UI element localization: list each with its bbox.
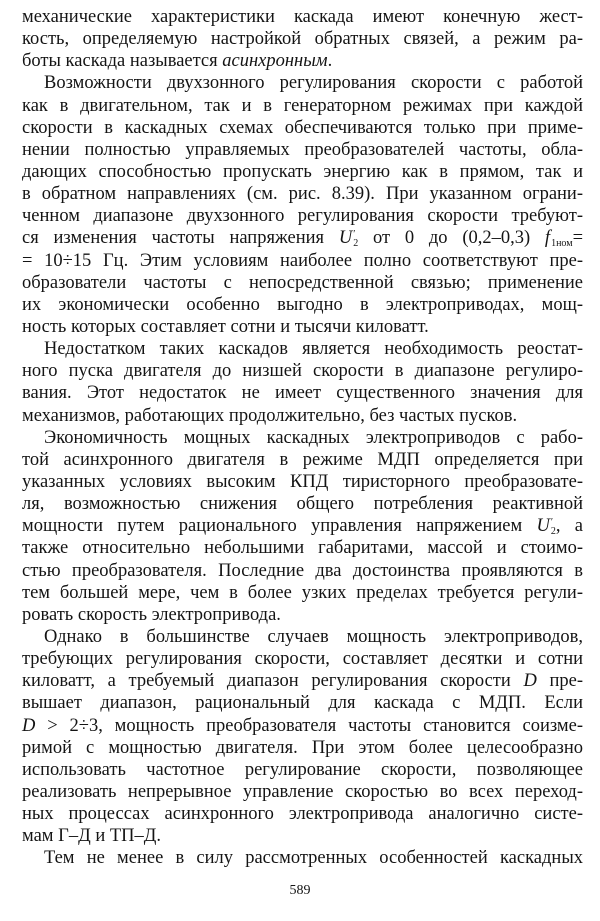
text-run: Недостатком таких каскадов является необходимость реостат- xyxy=(44,339,583,360)
text-line xyxy=(22,537,583,559)
paragraph xyxy=(22,338,583,427)
text-run: ля, возможностью снижения общего потребления реактивной xyxy=(22,494,583,515)
text-run: образователи частоты с непосредственной связью; применение xyxy=(22,272,583,293)
text-line xyxy=(22,670,583,692)
text-line xyxy=(22,272,583,294)
variable-symbol: D xyxy=(523,671,537,692)
text-run: скорости в каскадных схемах обеспечиваются только при приме- xyxy=(22,117,583,138)
paragraph xyxy=(22,626,583,847)
text-run: . xyxy=(327,51,333,72)
text-run: в обратном направлениях (см. рис. 8.39). При указанном ограни- xyxy=(22,184,583,205)
text-run: вания. Этот недостаток не имеет существенного значения для xyxy=(22,383,583,404)
text-line xyxy=(22,737,583,759)
text-run: киловатт, а требуемый диапазон регулирования скорости xyxy=(22,671,524,692)
variable-symbol: U xyxy=(338,228,353,249)
text-run: механические характеристики каскада имеют конечную жест- xyxy=(22,7,583,27)
text-line xyxy=(22,515,583,537)
math-variable xyxy=(523,671,536,691)
text-run: Однако в большинстве случаев мощность электроприводов, xyxy=(44,626,583,647)
text-line xyxy=(22,50,583,72)
text-line xyxy=(22,427,583,449)
text-run: мам Г–Д и ТП–Д. xyxy=(22,826,161,847)
text-line xyxy=(22,250,583,272)
text-line xyxy=(22,803,583,825)
text-run: ченном диапазоне двухзонного регулирования скорости требуют- xyxy=(22,206,583,227)
text-line xyxy=(22,183,583,205)
text-run: как в двигательном, так и в генераторном режимах при каждой xyxy=(22,95,583,116)
text-line xyxy=(22,604,583,626)
text-run: вышает диапазон, рациональный для каскада с МДП. Если xyxy=(22,693,583,714)
text-line xyxy=(22,95,583,117)
paragraph xyxy=(22,72,583,338)
text-run: ся изменения частоты напряжения xyxy=(22,228,339,249)
text-line xyxy=(22,847,583,869)
paragraph xyxy=(22,427,583,626)
page-body-text xyxy=(22,6,583,869)
text-run: указанных условиях высоким КПД тиристорного преобразовате- xyxy=(22,471,583,492)
text-line xyxy=(22,117,583,139)
text-line xyxy=(22,825,583,847)
emphasized-term: асинхронным xyxy=(222,51,328,72)
text-line xyxy=(22,360,583,382)
text-line xyxy=(22,648,583,670)
variable-symbol: D xyxy=(22,715,36,736)
text-run: = 10÷15 Гц. Этим условиям наиболее полно соответствуют пре- xyxy=(22,250,583,271)
text-line xyxy=(22,338,583,360)
text-line xyxy=(22,582,583,604)
text-run: ровать скорость электропривода. xyxy=(22,604,281,625)
subscript: 1ном xyxy=(551,238,573,250)
text-run: использовать частотное регулирование скорости, позволяющее xyxy=(22,759,583,780)
text-run: кость, определяемую настройкой обратных связей, а режим ра- xyxy=(22,29,583,50)
subscript: 2 xyxy=(550,525,556,537)
text-run: > 2÷3, мощность преобразователя частоты становится соизме- xyxy=(35,715,583,736)
text-run: стью преобразователя. Последние два достоинства проявляются в xyxy=(22,560,583,581)
text-line xyxy=(22,493,583,515)
text-run: также относительно небольшими габаритами, массой и стоимо- xyxy=(22,538,583,559)
text-line xyxy=(22,139,583,161)
text-run: от 0 до (0,2–0,3) xyxy=(358,228,545,249)
math-variable xyxy=(545,228,573,248)
text-run: нении полностью управляемых преобразователей частоты, обла- xyxy=(22,139,583,160)
text-line xyxy=(22,316,583,338)
text-run: механизмов, работающих продолжительно, без частых пусков. xyxy=(22,405,518,426)
subscript: 2 xyxy=(353,238,359,250)
paragraph xyxy=(22,847,583,869)
paragraph xyxy=(22,6,583,72)
text-run: требующих регулирования скорости, составляет десятки и сотни xyxy=(22,649,583,670)
text-run: их экономически особенно выгодно в электроприводах, мощ- xyxy=(22,294,583,315)
text-line xyxy=(22,294,583,316)
text-line xyxy=(22,449,583,471)
math-variable xyxy=(22,716,35,736)
script-stack xyxy=(551,230,573,248)
text-line xyxy=(22,405,583,427)
text-line xyxy=(22,205,583,227)
text-run: дающих способностью пропускать энергию как в прямом, так и xyxy=(22,161,583,182)
text-line xyxy=(22,692,583,714)
text-line xyxy=(22,759,583,781)
text-line xyxy=(22,781,583,803)
page-number: 589 xyxy=(289,883,311,898)
text-run: боты каскада называется xyxy=(22,51,223,72)
text-run: Тем не менее в силу рассмотренных особенностей каскадных xyxy=(44,848,583,869)
text-run: мощности путем рационального управления напряжением xyxy=(22,516,537,537)
text-line xyxy=(22,382,583,404)
text-run: Возможности двухзонного регулирования скорости с работой xyxy=(44,73,583,94)
text-line xyxy=(22,72,583,94)
text-line xyxy=(22,560,583,582)
text-run: ного пуска двигателя до низшей скорости в диапазоне регулиро- xyxy=(22,361,583,382)
variable-symbol: f xyxy=(544,228,551,249)
text-run: = xyxy=(572,228,583,249)
text-run: пре- xyxy=(536,671,583,692)
math-variable xyxy=(536,516,555,536)
text-run: ность которых составляет сотни и тысячи киловатт. xyxy=(22,316,429,337)
text-line xyxy=(22,6,583,28)
text-run: той асинхронного двигателя в режиме МДП определяется при xyxy=(22,449,583,470)
text-line xyxy=(22,28,583,50)
text-run: ных процессах асинхронного электропривода аналогично систе- xyxy=(22,804,583,825)
text-line xyxy=(22,715,583,737)
text-run: реализовать непрерывное управление скоростью во всех переход- xyxy=(22,781,583,802)
text-line xyxy=(22,626,583,648)
text-line xyxy=(22,161,583,183)
superscript: ′ xyxy=(550,516,554,528)
text-run: , а xyxy=(555,516,583,537)
text-run: тем большей мере, чем в более узких пределах требуется регули- xyxy=(22,582,583,603)
text-run: римой с мощностью двигателя. При этом более целесообразно xyxy=(22,737,583,758)
math-variable xyxy=(339,228,358,248)
text-run: Экономичность мощных каскадных электроприводов с рабо- xyxy=(44,427,583,448)
text-line xyxy=(22,471,583,493)
text-line xyxy=(22,227,583,249)
variable-symbol: U xyxy=(536,516,550,537)
superscript: ′ xyxy=(353,229,356,241)
